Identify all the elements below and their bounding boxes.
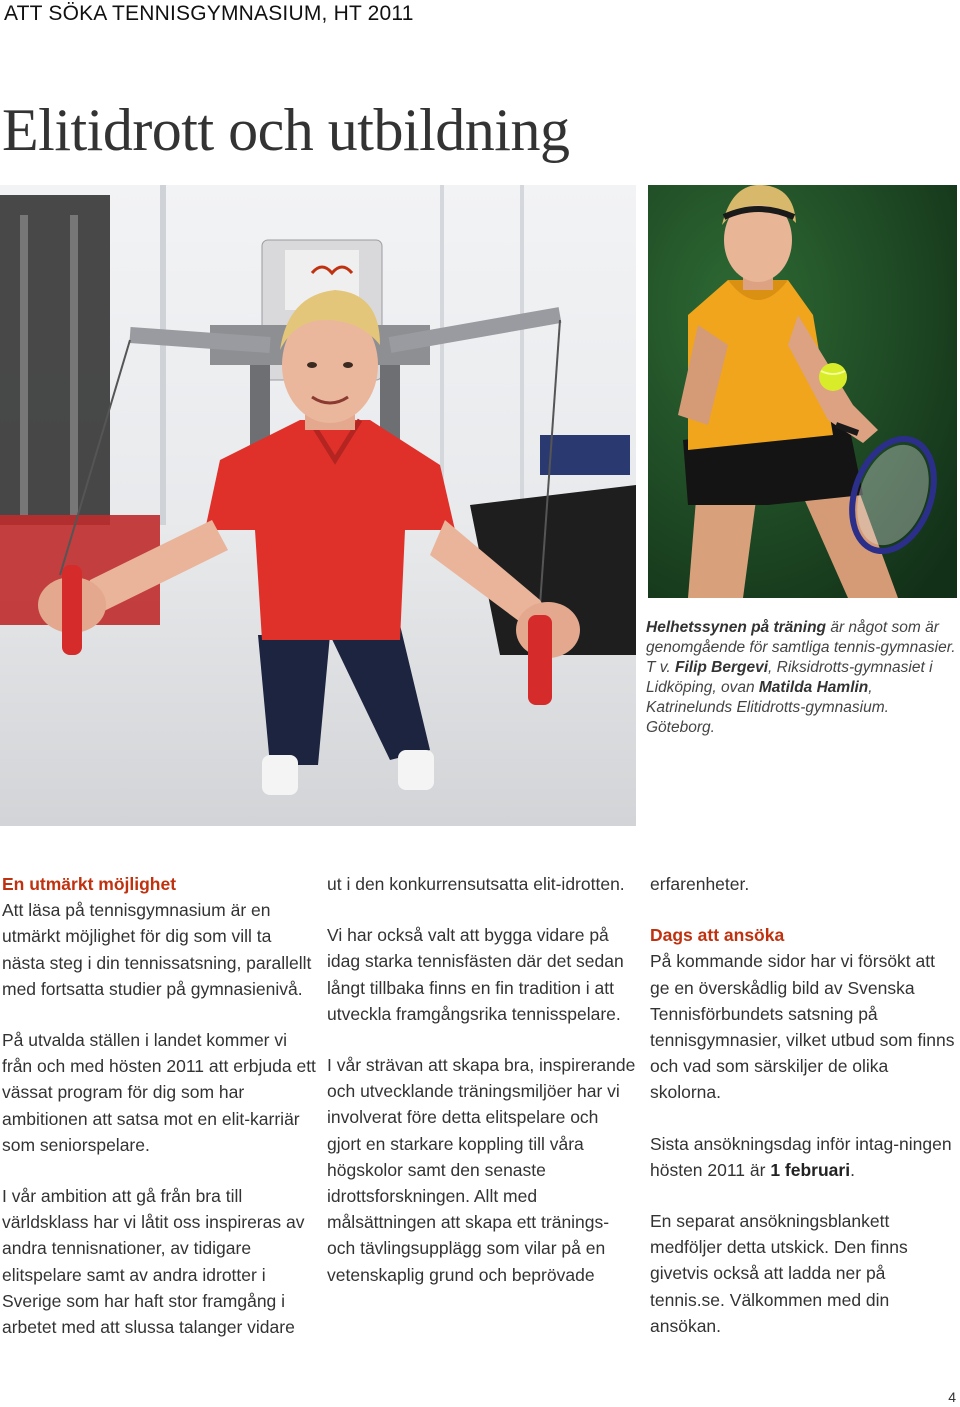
deadline-end: . <box>850 1159 855 1180</box>
col1-paragraph-3: I vår ambition att gå från bra till världsklass har vi låtit oss inspireras av andra tennisnationer, av tidigare elitspelare samt av andra idrotter i Sverige som har haft stor framgång i arbetet med att slussa talanger vidare <box>2 1186 305 1338</box>
col3-paragraph-2: På kommande sidor har vi försökt att ge en överskådlig bild av Svenska Tennisförbundets satsning på tennisgymnasier, vilket utbud som finns och vad som särskiljer de olika skolorna. <box>650 951 955 1103</box>
caption-text-1: är något som är genomgående för samtliga tennis-gymnasier. T v. <box>646 619 956 676</box>
caption-name-2: Matilda Hamlin <box>758 679 869 696</box>
col3-paragraph-1: erfarenheter. <box>650 874 750 894</box>
section-heading-opportunity: En utmärkt möjlighet <box>2 874 177 894</box>
col3-paragraph-4: En separat ansökningsblankett medföljer detta utskick. Den finns givetvis också att ladda ner på tennis.se. Välkommen med din ansökan. <box>650 1211 908 1336</box>
caption-lead: Helhetssynen på träning <box>646 619 827 636</box>
column-3 <box>650 871 958 1364</box>
col2-paragraph-3: I vår strävan att skapa bra, inspirerande och utvecklande träningsmiljöer har vi involverat före detta elitspelare och gjort en starkare koppling till våra högskolor samt den senaste idrottsforskningen. Allt med målsättningen att skapa ett tränings-och tävlingsupplägg som vilar på en vetenskaplig grund och beprövade <box>327 1055 636 1285</box>
col1-paragraph-1: Att läsa på tennisgymnasium är en utmärkt möjlighet för dig som vill ta nästa steg i din tennissatsning, parallellt med fortsatta studier på gymnasienivå. <box>2 900 312 999</box>
caption-text-3: , Katrinelunds Elitidrotts-gymnasium. Göteborg. <box>646 679 889 736</box>
page-number: 4 <box>948 1389 956 1405</box>
caption-name-1: Filip Bergevi <box>675 659 769 676</box>
caption-text-2: , Riksidrotts-gymnasiet i Lidköping, ovan <box>646 659 933 696</box>
col2-paragraph-1: ut i den konkurrensutsatta elit-idrotten. <box>327 874 625 894</box>
section-heading-apply: Dags att ansöka <box>650 925 785 946</box>
tennis-player-photo <box>648 185 957 598</box>
col2-paragraph-2: Vi har också valt att bygga vidare på idag starka tennisfästen där det sedan långt tillbaka finns en fin tradition i att utveckla framgångsrika tennisspelare. <box>327 925 624 1024</box>
deadline-text: Sista ansökningsdag inför intag-ningen hösten 2011 är <box>650 1133 952 1180</box>
photo-caption <box>646 618 958 738</box>
page-header: ATT SÖKA TENNISGYMNASIUM, HT 2011 <box>4 2 414 25</box>
column-2 <box>327 871 637 1313</box>
column-1 <box>2 871 317 1365</box>
col3-paragraph-3 <box>650 1131 958 1183</box>
page-title: Elitidrott och utbildning <box>2 97 570 163</box>
deadline-date: 1 februari <box>770 1159 851 1180</box>
gym-training-photo <box>0 185 636 826</box>
col1-paragraph-2: På utvalda ställen i landet kommer vi från och med hösten 2011 att erbjuda ett vässat program för dig som har ambitionen att satsa mot en elit-karriär som seniorspelare. <box>2 1030 316 1155</box>
